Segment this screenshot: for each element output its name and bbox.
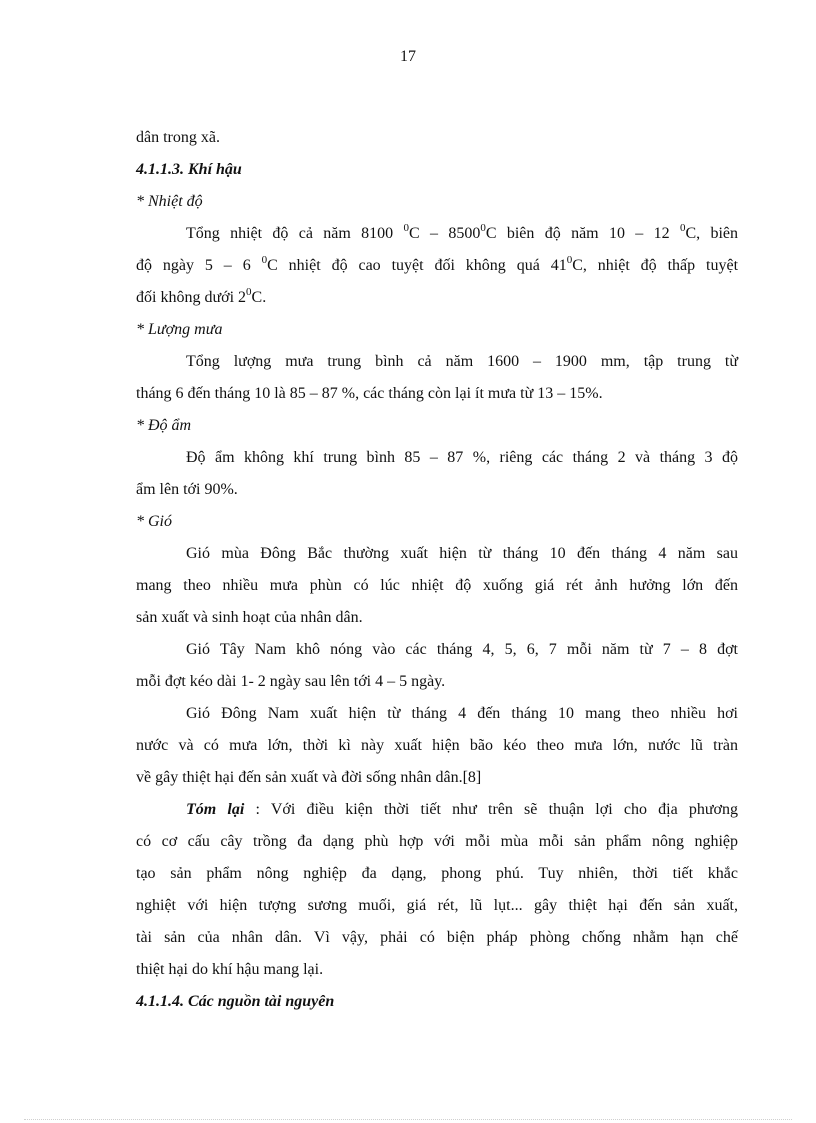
paragraph-line: Gió Tây Nam khô nóng vào các tháng 4, 5, 6, 7 mỗi năm từ 7 – 8 đợt (186, 641, 738, 658)
paragraph-line: tài sản của nhân dân. Vì vậy, phải có biện pháp phòng chống nhằm hạn chế (136, 929, 738, 946)
paragraph-line: đối không dưới $2^0C$. (136, 285, 267, 306)
summary-lead: Tóm lại (186, 801, 245, 818)
paragraph-line: ẩm lên tới 90%. (136, 481, 238, 498)
paragraph-line: Độ ẩm không khí trung bình 85 – 87 %, riêng các tháng 2 và tháng 3 độ (186, 449, 738, 466)
paragraph-line: Gió mùa Đông Bắc thường xuất hiện từ tháng 10 đến tháng 4 năm sau (186, 545, 738, 562)
paragraph-line: nghiệt với hiện tượng sương muối, giá rét, lũ lụt... gây thiệt hại đến sản xuất, (136, 897, 738, 914)
paragraph-line: thiệt hại do khí hậu mang lại. (136, 961, 324, 978)
paragraph-line: Gió Đông Nam xuất hiện từ tháng 4 đến tháng 10 mang theo nhiều hơi (186, 705, 738, 722)
paragraph-line: tháng 6 đến tháng 10 là 85 – 87 %, các tháng còn lại ít mưa từ 13 – 15%. (136, 385, 603, 402)
paragraph-line: mỗi đợt kéo dài 1- 2 ngày sau lên tới 4 – 5 ngày. (136, 673, 446, 690)
subheading-temperature: * Nhiệt độ (136, 193, 203, 210)
page-bottom-border (24, 1119, 792, 1120)
paragraph-line: Tổng nhiệt độ cả năm 8100 $^0$C – 8500$^0$C biên độ năm 10 – 12 $^0$C, biên (186, 221, 739, 242)
paragraph-line: sản xuất và sinh hoạt của nhân dân. (136, 609, 363, 626)
paragraph-line: nước và có mưa lớn, thời kì này xuất hiện bão kéo theo mưa lớn, nước lũ tràn (136, 737, 738, 754)
paragraph-line: Tóm lại : Với điều kiện thời tiết như trên sẽ thuận lợi cho địa phương (186, 801, 739, 818)
paragraph-line: có cơ cấu cây trồng đa dạng phù hợp với mỗi mùa mỗi sản phẩm nông nghiệp (136, 833, 738, 850)
paragraph-line: về gây thiệt hại đến sản xuất và đời sống nhân dân.[8] (136, 769, 482, 786)
subheading-humidity: * Độ ẩm (136, 417, 192, 434)
subheading-wind: * Gió (136, 513, 172, 530)
paragraph-line: mang theo nhiều mưa phùn có lúc nhiệt độ xuống giá rét ảnh hưởng lớn đến (136, 577, 738, 594)
paragraph-line: độ ngày 5 – 6 $^0$C nhiệt độ cao tuyệt đối không quá $41^0C$, nhiệt độ thấp tuyệt (136, 253, 739, 274)
subheading-rainfall: * Lượng mưa (136, 321, 223, 338)
paragraph-line: Tổng lượng mưa trung bình cả năm 1600 – 1900 mm, tập trung từ (186, 353, 738, 370)
text-line: dân trong xã. (136, 129, 220, 146)
section-heading: 4.1.1.3. Khí hậu (136, 161, 242, 178)
paragraph-line: tạo sản phẩm nông nghiệp đa dạng, phong phú. Tuy nhiên, thời tiết khắc (136, 865, 738, 882)
section-heading: 4.1.1.4. Các nguồn tài nguyên (136, 993, 335, 1010)
page-number: 17 (400, 48, 416, 65)
